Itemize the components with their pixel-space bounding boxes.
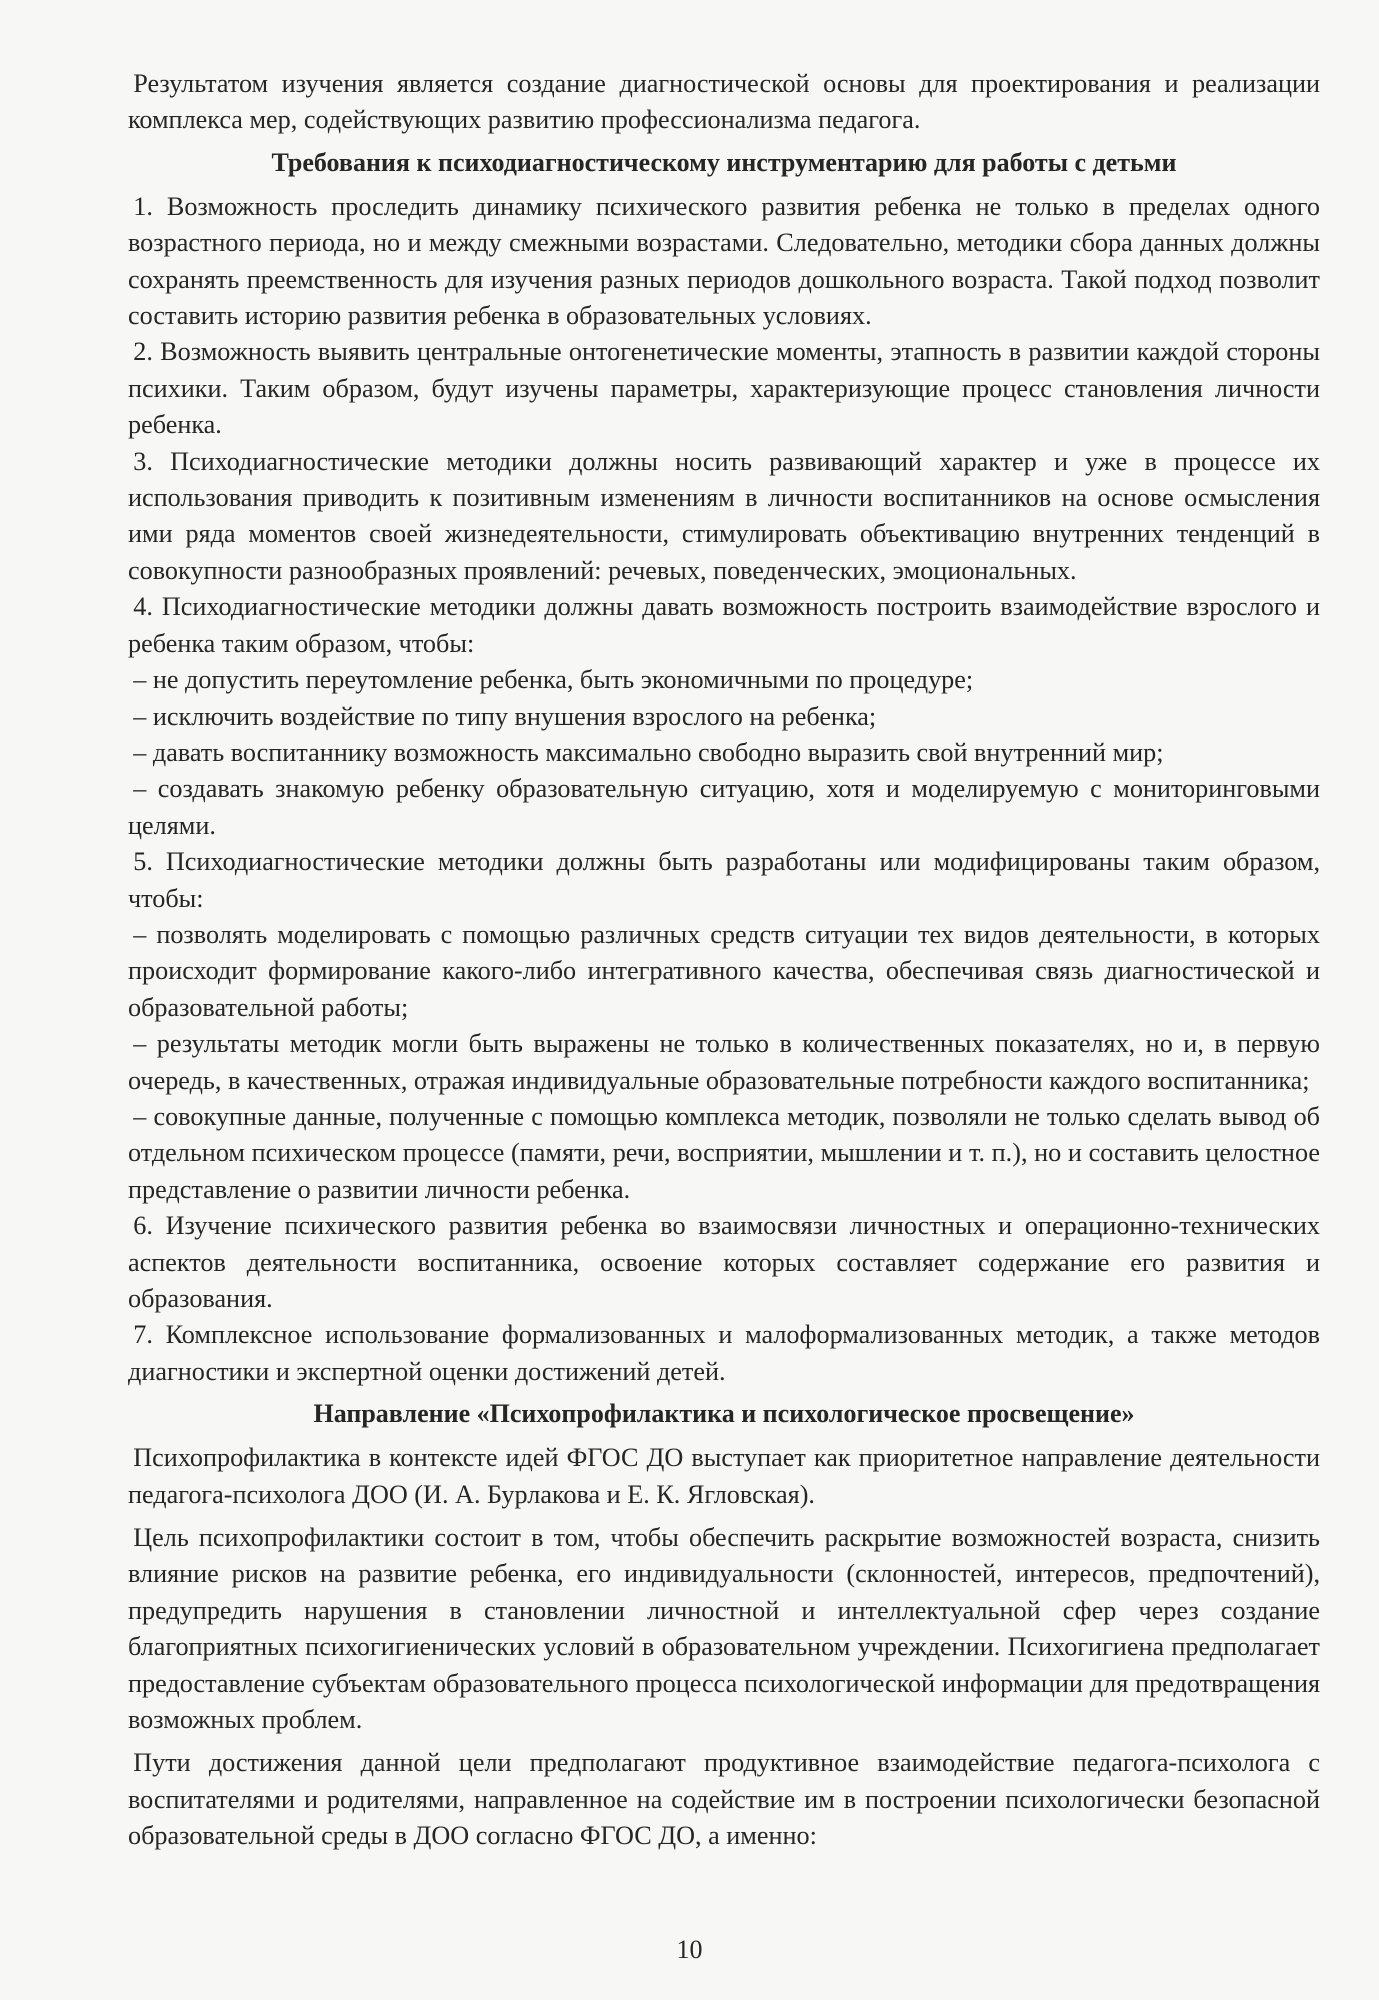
requirement-5: 5. Психодиагностические методики должны быть разработаны или модифицированы таким образом, чтобы:	[128, 847, 1320, 913]
psychoprophylaxis-paragraph-2: Цель психопрофилактики состоит в том, чтобы обеспечить раскрытие возможностей возраста, снизить влияние рисков на развитие ребенка, его индивидуальности (склонностей, интересов, предпочтений), предупредить нарушения в становлении личностной и интеллектуальной сфер через создание благоприятных психогигиенических условий в образовательном учреждении. Психогигиена предполагает предоставление субъектам образовательного процесса психологической информации для предотвращения возможных проблем.	[128, 1523, 1320, 1735]
requirement-4-item: – не допустить переутомление ребенка, быть экономичными по процедуре;	[133, 665, 974, 695]
requirement-5-item: – совокупные данные, полученные с помощью комплекса методик, позволяли не только сделать вывод об отдельном психическом процессе (памяти, речи, восприятии, мышлении и т. п.), но и составить целостное представление о развитии личности ребенка.	[128, 1101, 1320, 1204]
section-heading-psychoprophylaxis: Направление «Психопрофилактика и психологическое просвещение»	[313, 1399, 1135, 1429]
requirement-3: 3. Психодиагностические методики должны носить развивающий характер и уже в процессе их использования приводить к позитивным изменениям в личности воспитанников на основе осмысления ими ряда моментов своей жизнедеятельности, стимулировать объективацию внутренних тенденций в совокупности разнообразных проявлений: речевых, поведенческих, эмоциональных.	[128, 446, 1320, 585]
requirement-1: 1. Возможность проследить динамику психического развития ребенка не только в пределах одного возрастного периода, но и между смежными возрастами. Следовательно, методики сбора данных должны сохранять преемственность для изучения разных периодов дошкольного возраста. Такой подход позволит составить историю развития ребенка в образовательных условиях.	[128, 191, 1320, 331]
psychoprophylaxis-paragraph-3: Пути достижения данной цели предполагают продуктивное взаимодействие педагога-психолога с воспитателями и родителями, направленное на содействие им в построении психологически безопасной образовательной среды в ДОО согласно ФГОС ДО, а именно:	[128, 1748, 1320, 1851]
psychoprophylaxis-paragraph-1: Психопрофилактика в контексте идей ФГОС ДО выступает как приоритетное направление деятельности педагога-психолога ДОО (И. А. Бурлакова и Е. К. Ягловская).	[128, 1443, 1320, 1509]
requirement-4-item: – давать воспитаннику возможность максимально свободно выразить свой внутренний мир;	[133, 737, 1164, 767]
requirement-4-item: – создавать знакомую ребенку образовательную ситуацию, хотя и моделируемую с мониторинговыми целями.	[128, 774, 1320, 840]
requirement-4: 4. Психодиагностические методики должны давать возможность построить взаимодействие взрослого и ребенка таким образом, чтобы:	[128, 592, 1320, 658]
intro-paragraph: Результатом изучения является создание диагностической основы для проектирования и реализации комплекса мер, содействующих развитию профессионализма педагога.	[128, 69, 1320, 135]
section-heading-requirements: Требования к психодиагностическому инструментарию для работы с детьми	[271, 147, 1177, 177]
requirement-4-item: – исключить воздействие по типу внушения взрослого на ребенка;	[133, 701, 877, 731]
requirement-6: 6. Изучение психического развития ребенка во взаимосвязи личностных и операционно-технических аспектов деятельности воспитанника, освоение которых составляет содержание его развития и образования.	[128, 1211, 1320, 1313]
requirement-5-item: – результаты методик могли быть выражены не только в количественных показателях, но и, в первую очередь, в качественных, отражая индивидуальные образовательные потребности каждого воспитанника;	[128, 1029, 1320, 1095]
requirement-5-item: – позволять моделировать с помощью различных средств ситуации тех видов деятельности, в которых происходит формирование какого-либо интегративного качества, обеспечивая связь диагностической и образовательной работы;	[128, 919, 1320, 1022]
page-number: 10	[676, 1935, 703, 1964]
requirement-7: 7. Комплексное использование формализованных и малоформализованных методик, а также методов диагностики и экспертной оценки достижений детей.	[128, 1320, 1320, 1386]
requirement-2: 2. Возможность выявить центральные онтогенетические моменты, этапность в развитии каждой стороны психики. Таким образом, будут изучены параметры, характеризующие процесс становления личности ребенка.	[128, 337, 1320, 440]
